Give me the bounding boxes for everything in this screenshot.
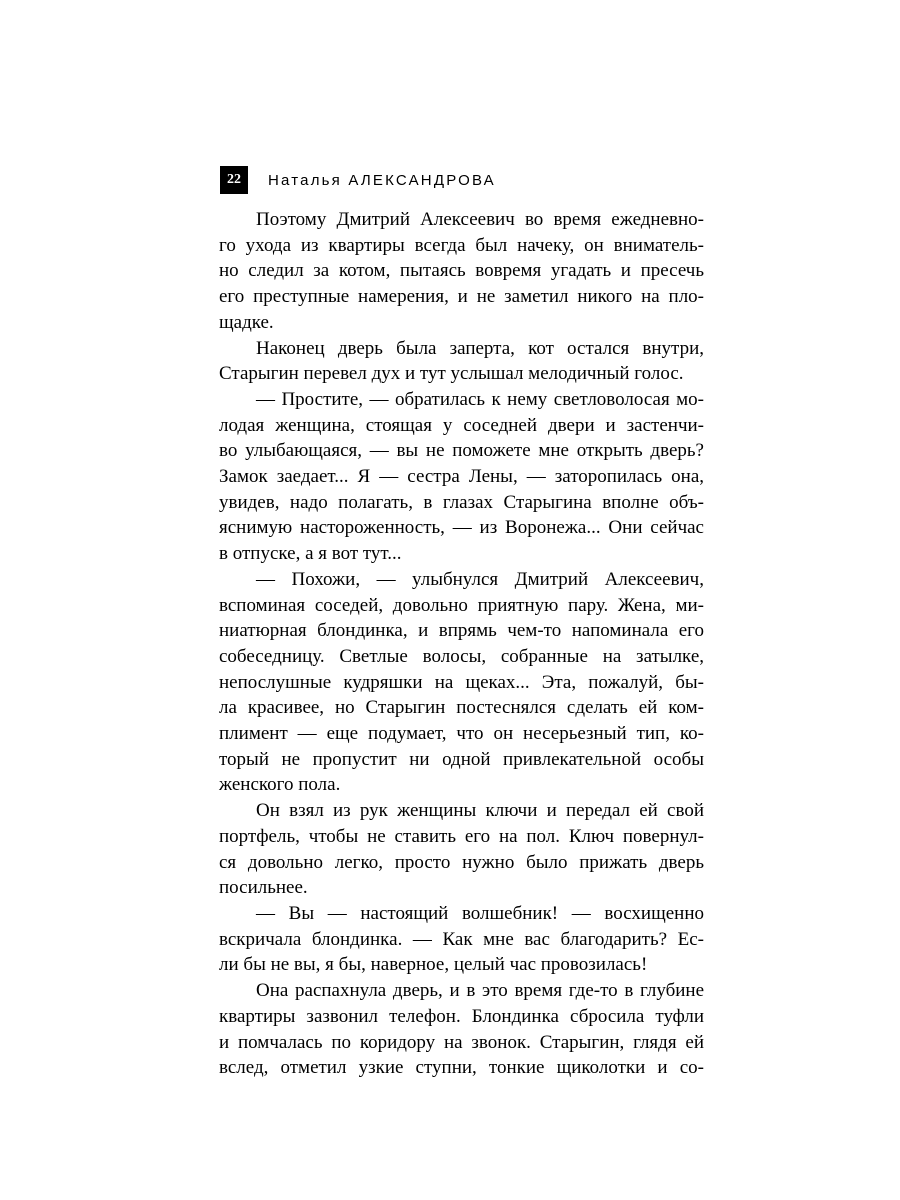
text-line: яснимую настороженность, — из Воронежа... Они сейчас bbox=[219, 517, 704, 539]
text-line: женского пола. bbox=[219, 774, 341, 796]
text-line: ла красивее, но Старыгин постеснялся сделать ей ком- bbox=[219, 697, 704, 719]
text-line: ли бы не вы, я бы, наверное, целый час провозилась! bbox=[219, 954, 648, 976]
text-line: го ухода из квартиры всегда был начеку, он вниматель- bbox=[219, 234, 704, 256]
text-line: — Похожи, — улыбнулся Дмитрий Алексеевич, bbox=[256, 568, 704, 590]
text-line: во улыбающаяся, — вы не поможете мне открыть дверь? bbox=[219, 440, 704, 462]
paragraph bbox=[219, 336, 704, 387]
paragraph bbox=[219, 567, 704, 798]
text-line: посильнее. bbox=[219, 877, 308, 899]
text-line: — Простите, — обратилась к нему светловолосая мо- bbox=[256, 388, 704, 410]
text-line: щадке. bbox=[219, 311, 274, 333]
text-line: Он взял из рук женщины ключи и передал ей свой bbox=[256, 800, 704, 822]
text-line: собеседницу. Светлые волосы, собранные на затылке, bbox=[219, 645, 704, 667]
text-line: в отпуске, а я вот тут... bbox=[219, 543, 402, 565]
text-line: вспоминая соседей, довольно приятную пару. Жена, ми- bbox=[219, 594, 704, 616]
text-line: ся довольно легко, просто нужно было прижать дверь bbox=[219, 851, 704, 873]
author-name: Наталья АЛЕКСАНДРОВА bbox=[268, 171, 496, 189]
text-line: — Вы — настоящий волшебник! — восхищенно bbox=[256, 902, 704, 924]
text-line: и помчалась по коридору на звонок. Старыгин, глядя ей bbox=[219, 1031, 704, 1053]
text-line: его преступные намерения, и не заметил никого на пло- bbox=[219, 286, 704, 308]
text-line: лодая женщина, стоящая у соседней двери и застенчи- bbox=[219, 414, 704, 436]
paragraph bbox=[219, 978, 704, 1081]
paragraph bbox=[219, 901, 704, 978]
text-line: Поэтому Дмитрий Алексеевич во время ежедневно- bbox=[256, 209, 704, 230]
page-number: 22 bbox=[220, 166, 248, 194]
text-line: Старыгин перевел дух и тут услышал мелодичный голос. bbox=[219, 363, 684, 385]
text-line: вслед, отметил узкие ступни, тонкие щиколотки и со- bbox=[219, 1057, 704, 1079]
paragraph bbox=[219, 798, 704, 901]
paragraph bbox=[219, 207, 704, 336]
text-line: квартиры зазвонил телефон. Блондинка сбросила туфли bbox=[219, 1005, 704, 1027]
text-line: увидев, надо полагать, в глазах Старыгина вполне объ- bbox=[219, 491, 704, 513]
text-line: плимент — еще подумает, что он несерьезный тип, ко- bbox=[219, 723, 704, 745]
text-line: непослушные кудряшки на щеках... Эта, пожалуй, бы- bbox=[219, 671, 704, 693]
body-text bbox=[219, 207, 704, 1081]
text-line: портфель, чтобы не ставить его на пол. Ключ повернул- bbox=[219, 825, 704, 847]
text-line: торый не пропустит ни одной привлекательной особы bbox=[219, 748, 704, 770]
text-line: вскричала блондинка. — Как мне вас благодарить? Ес- bbox=[219, 928, 704, 950]
text-line: Наконец дверь была заперта, кот остался внутри, bbox=[256, 337, 704, 359]
text-line: Она распахнула дверь, и в это время где-то в глубине bbox=[256, 980, 704, 1002]
text-line: но следил за котом, пытаясь вовремя угадать и пресечь bbox=[219, 260, 704, 282]
text-line: Замок заедает... Я — сестра Лены, — заторопилась она, bbox=[219, 466, 704, 488]
text-line: ниатюрная блондинка, и впрямь чем-то напоминала его bbox=[219, 620, 704, 642]
running-head bbox=[220, 166, 496, 194]
paragraph bbox=[219, 387, 704, 567]
